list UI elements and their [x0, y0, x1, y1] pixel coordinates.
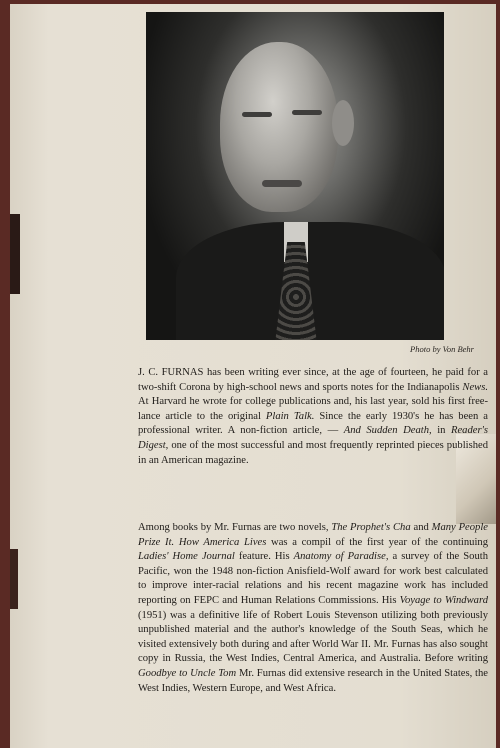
- text-run: Mr. Furnas did extensive research in the United States, the West Indies, Western Europe, and West Africa.: [138, 667, 489, 694]
- bio-paragraph-1: [138, 366, 488, 506]
- text-run: in: [431, 425, 451, 437]
- text-run: and: [410, 522, 432, 533]
- text-run: Since the early 1930's he has been a professional writer. A non-fiction article, —: [138, 410, 488, 437]
- portrait-brow: [242, 112, 272, 117]
- italic-title: Plain Talk.: [265, 410, 315, 422]
- text-run: (1951) was a definitive life of Robert Louis Stevenson utilizing both previously unpublished material and the author's knowledge of the South Seas, which he visited extensively both during and after World War II. Mr. Furnas has also sought copy in Russia, the West Indies, Central America, and Australia. Before writing: [138, 609, 488, 665]
- text-run: J. C. FURNAS has been writing ever since, at the age of fourteen, he paid for a two-shift Corona by high-school news and sports notes for the Indianapolis: [138, 367, 488, 393]
- text-run: At Harvard he wrote for college publications and, his last year, sold his first free-lance article to the original: [138, 396, 488, 422]
- bio-paragraph-2: [138, 521, 488, 709]
- portrait-brow: [292, 110, 322, 115]
- text-run: a survey of the South Pacific, won the 1948 non-fiction Anisfield-Wolf award for work best calculated to improve inter-racial relations and his recent magazine work has included reporting on FEPC and Human Relations Commissions. His: [138, 551, 489, 606]
- italic-title: News.: [462, 381, 488, 393]
- portrait-mustache: [262, 180, 302, 187]
- italic-title: How America Lives: [178, 536, 267, 548]
- italic-title: Voyage to Windward: [399, 594, 488, 606]
- italic-title: The Prophet's Cha: [331, 522, 411, 533]
- book-jacket-back: [10, 4, 496, 748]
- portrait-ear: [332, 100, 354, 146]
- bio-paragraph-2-text: [138, 521, 488, 696]
- italic-title: Ladies' Home Journal: [138, 551, 235, 563]
- photo-credit: Photo by Von Behr: [410, 344, 474, 354]
- torn-edge: [10, 214, 20, 294]
- italic-title: Goodbye to Uncle Tom: [138, 667, 237, 679]
- author-portrait-photo: [146, 12, 444, 340]
- italic-title: Reader's Digest,: [138, 425, 488, 451]
- torn-edge: [10, 549, 18, 609]
- italic-title: Many People Prize It.: [138, 522, 488, 548]
- italic-title: And Sudden Death,: [343, 425, 432, 437]
- bio-paragraph-1-text: [138, 366, 488, 468]
- italic-title: Anatomy of Paradise,: [293, 551, 389, 563]
- text-run: Among books by Mr. Furnas are two novels,: [138, 522, 332, 533]
- text-run: was a compil of the first year of the continuing: [266, 536, 489, 548]
- text-run: feature. His: [234, 551, 294, 563]
- text-run: one of the most successful and most frequently reprinted pieces published in an American magazine.: [138, 439, 488, 466]
